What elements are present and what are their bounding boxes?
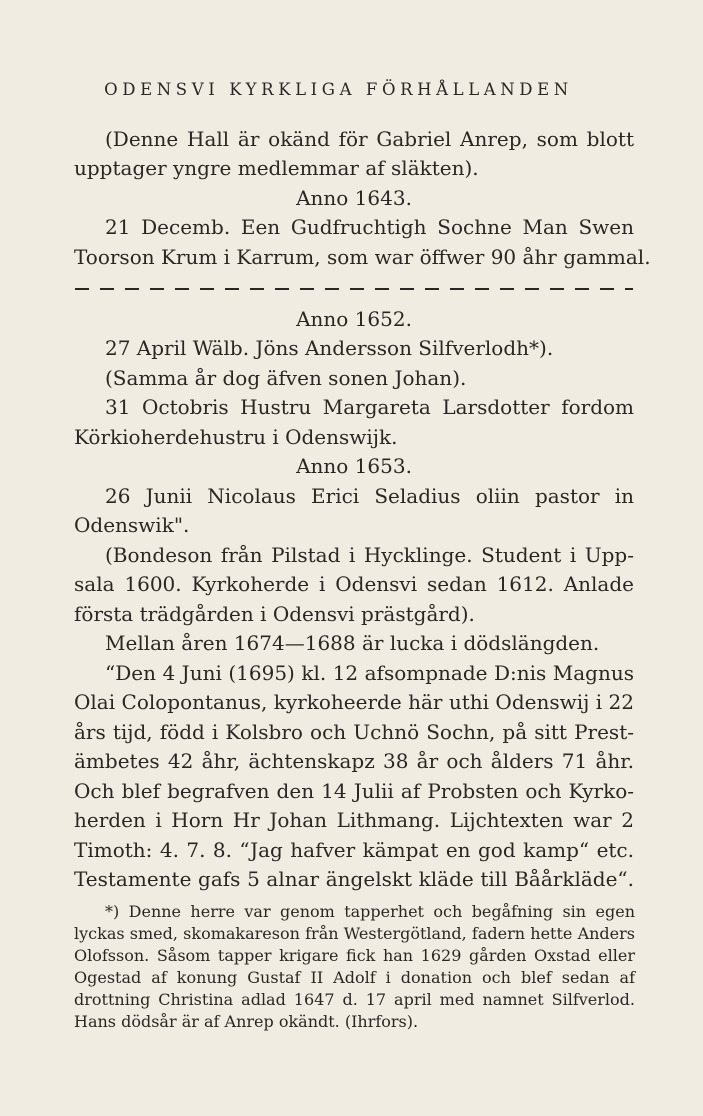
footnote-line: lyckas smed, skomakareson från Westergötland, fadern hette Anders — [74, 924, 635, 943]
footnote-line: drottning Christina adlad 1647 d. 17 april med namnet Silfverlod. — [74, 990, 635, 1009]
body-line: ämbetes 42 åhr, ächtenskapz 38 år och ålders 71 åhr. — [74, 749, 634, 773]
footnote-line: Ogestad af konung Gustaf II Adolf i donation och blef sedan af — [74, 968, 635, 987]
body-line: 31 Octobris Hustru Margareta Larsdotter fordom — [105, 395, 634, 419]
body-line: upptager yngre medlemmar af släkten). — [74, 156, 479, 180]
year-heading: Anno 1653. — [296, 454, 412, 478]
body-line: (Denne Hall är okänd för Gabriel Anrep, som blott — [105, 127, 634, 151]
body-line: Olai Colopontanus, kyrkoheerde här uthi Odenswij i 22 — [74, 690, 634, 714]
body-line: 26 Junii Nicolaus Erici Seladius oliin pastor in — [105, 484, 634, 508]
body-line: första trädgården i Odensvi prästgård). — [74, 602, 475, 626]
body-line: års tijd, född i Kolsbro och Uchnö Sochn, på sitt Prest- — [74, 720, 634, 744]
body-line: Körkioherdehustru i Odenswijk. — [74, 425, 398, 449]
body-line: (Bondeson från Pilstad i Hycklinge. Student i Upp- — [105, 543, 634, 567]
footnote-line: Hans dödsår är af Anrep okändt. (Ihrfors). — [74, 1012, 419, 1031]
body-line: Mellan åren 1674—1688 är lucka i dödslängden. — [105, 631, 600, 655]
body-line: herden i Horn Hr Johan Lithmang. Lijchtexten war 2 — [74, 808, 634, 832]
body-line: 27 April Wälb. Jöns Andersson Silfverlodh*). — [105, 336, 554, 360]
footnote-line: Olofsson. Såsom tapper krigare fick han 1629 gården Oxstad eller — [74, 946, 635, 965]
running-header: ODENSVI KYRKLIGA FÖRHÅLLANDEN — [104, 80, 573, 99]
body-line: 21 Decemb. Een Gudfruchtigh Sochne Man Swen — [105, 215, 634, 239]
body-line: (Samma år dog äfven sonen Johan). — [105, 366, 467, 390]
body-line: Testamente gafs 5 alnar ängelskt kläde till Båårkläde“. — [74, 867, 634, 891]
body-line: Odenswik". — [74, 513, 190, 537]
dashed-separator — [75, 288, 633, 290]
body-line: Toorson Krum i Karrum, som war öffwer 90 åhr gammal. — [74, 245, 651, 269]
body-line: “Den 4 Juni (1695) kl. 12 afsompnade D:nis Magnus — [105, 661, 634, 685]
year-heading: Anno 1643. — [296, 186, 412, 210]
footnote-line: *) Denne herre var genom tapperhet och begåfning sin egen — [105, 902, 635, 921]
body-line: Timoth: 4. 7. 8. “Jag hafver kämpat en god kamp“ etc. — [74, 838, 634, 862]
year-heading: Anno 1652. — [296, 307, 412, 331]
body-line: sala 1600. Kyrkoherde i Odensvi sedan 1612. Anlade — [74, 572, 634, 596]
body-line: Och blef begrafven den 14 Julii af Probsten och Kyrko- — [74, 779, 634, 803]
